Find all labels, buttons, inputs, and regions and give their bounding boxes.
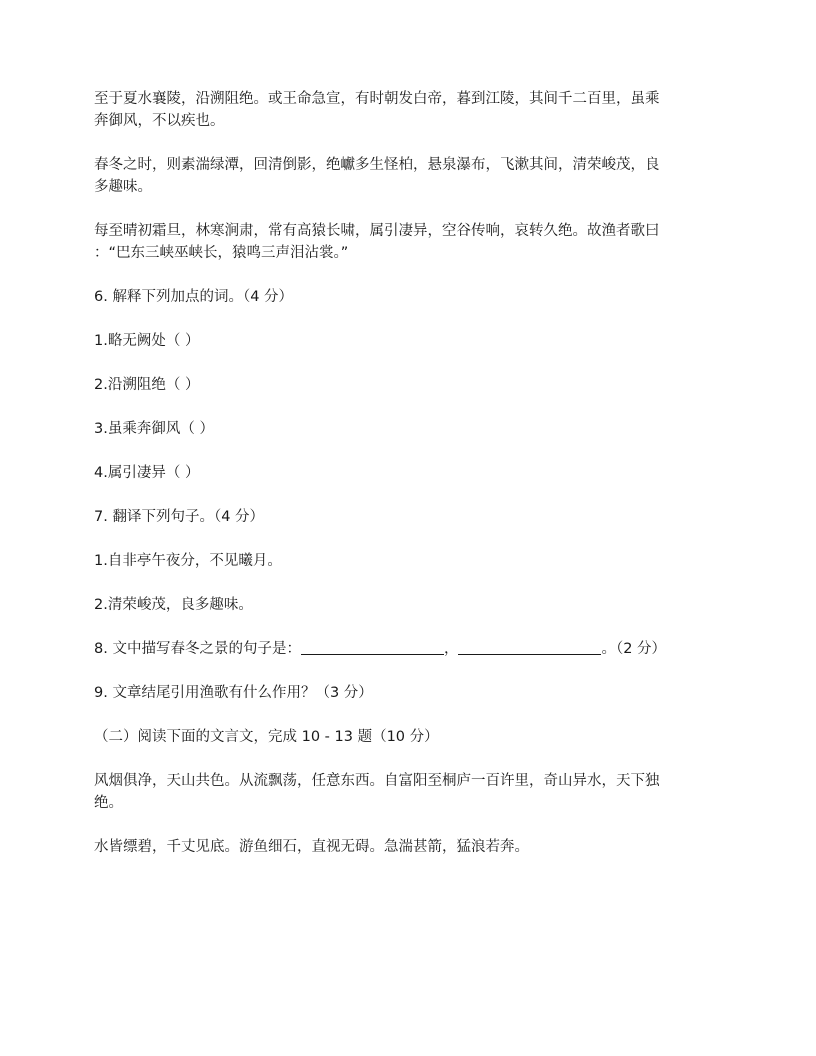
question-6-item-4: 4.属引凄异（ ） <box>94 465 200 481</box>
passage-paragraph-1 <box>94 88 722 132</box>
text-line: ：“巴东三峡巫峡长，猿鸣三声泪沾裳。” <box>94 245 349 261</box>
answer-blank-1[interactable] <box>301 638 444 655</box>
question-6-item-3: 3.虽乘奔御风（ ） <box>94 421 214 437</box>
section-2-paragraph-2 <box>94 836 722 858</box>
question-7-item-1: 1.自非亭午夜分，不见曦月。 <box>94 553 282 569</box>
question-6: 6. 解释下列加点的词。（4 分） <box>94 289 294 305</box>
question-9: 9. 文章结尾引用渔歌有什么作用？（3 分） <box>94 685 373 701</box>
text-line: 水皆缥碧，千丈见底。游鱼细石，直视无碍。急湍甚箭，猛浪若奔。 <box>94 839 529 855</box>
text-line: 绝。 <box>94 795 123 811</box>
text-line: 每至晴初霜旦，林寒涧肃，常有高猿长啸，属引凄异，空谷传响，哀转久绝。故渔者歌曰 <box>94 223 660 239</box>
text-line: 春冬之时，则素湍绿潭，回清倒影，绝巘多生怪柏，悬泉瀑布，飞漱其间，清荣峻茂，良 <box>94 157 660 173</box>
question-8-separator: ， <box>443 641 459 657</box>
text-line: 奔御风，不以疾也。 <box>94 113 225 129</box>
text-line: 多趣味。 <box>94 179 152 195</box>
document-page <box>94 88 722 880</box>
passage-paragraph-3 <box>94 220 722 264</box>
question-8-prefix: 8. 文中描写春冬之景的句子是： <box>94 641 301 657</box>
text-line: 风烟俱净，天山共色。从流飘荡，任意东西。自富阳至桐庐一百许里，奇山异水，天下独 <box>94 773 660 789</box>
question-7: 7. 翻译下列句子。（4 分） <box>94 509 265 525</box>
question-7-item-2: 2.清荣峻茂，良多趣味。 <box>94 597 253 613</box>
question-6-item-2: 2.沿溯阻绝（ ） <box>94 377 200 393</box>
question-8 <box>94 638 722 660</box>
answer-blank-2[interactable] <box>458 638 601 655</box>
passage-paragraph-2 <box>94 154 722 198</box>
section-2-heading: （二）阅读下面的文言文，完成 10 - 13 题（10 分） <box>94 729 439 745</box>
question-8-suffix: 。（2 分） <box>601 641 667 657</box>
question-6-item-1: 1.略无阙处（ ） <box>94 333 200 349</box>
section-2-paragraph-1 <box>94 770 722 814</box>
text-line: 至于夏水襄陵，沿溯阻绝。或王命急宣，有时朝发白帝，暮到江陵，其间千二百里，虽乘 <box>94 91 660 107</box>
